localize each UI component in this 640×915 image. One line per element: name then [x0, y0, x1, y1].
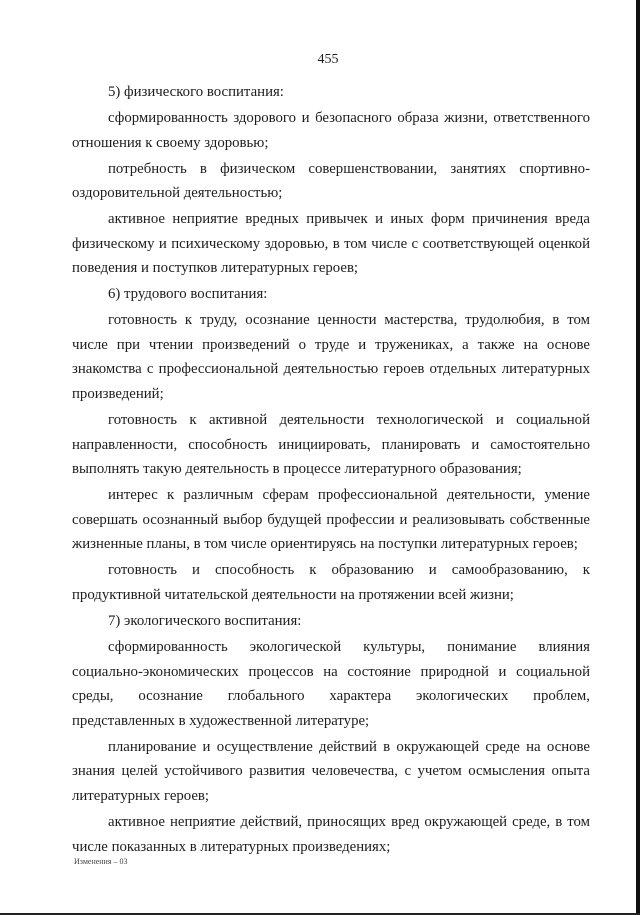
footer-revision-note: Изменения – 03 [74, 857, 128, 866]
paragraph: планирование и осуществление действий в окружающей среде на основе знания целей устойчивого развития человечества, с учетом осмысления опыта литературных героев; [72, 738, 590, 804]
paragraph: активное неприятие действий, приносящих вред окружающей среде, в том числе показанных в литературных произведениях; [72, 813, 590, 855]
page-number: 455 [317, 52, 339, 67]
paragraph: потребность в физическом совершенствовании, занятиях спортивно-оздоровительной деятельностью; [72, 160, 590, 202]
paragraph: готовность к активной деятельности технологической и социальной направленности, способность инициировать, планировать и самостоятельно выполнять такую деятельность в процессе литературного образования; [72, 412, 590, 478]
section-heading-labor: 6) трудового воспитания: [108, 286, 268, 303]
section-heading-physical: 5) физического воспитания: [108, 84, 284, 100]
paragraph: готовность к труду, осознание ценности мастерства, трудолюбия, в том числе при чтении произведений о труде и тружениках, а также на основе знакомства с профессиональной деятельностью героев отдельных литературных произведений; [72, 312, 590, 403]
paragraph: активное неприятие вредных привычек и иных форм причинения вреда физическому и психическому здоровью, в том числе с соответствующей оценкой поведения и поступков литературных героев; [72, 211, 590, 277]
paragraph: сформированность экологической культуры, понимание влияния социально-экономических процессов на состояние природной и социальной среды, осознание глобального характера экологических проблем, представленных в художественной литературе; [72, 638, 590, 729]
document-body [72, 80, 590, 860]
scan-edge-right [636, 0, 640, 915]
paragraph: готовность и способность к образованию и самообразованию, к продуктивной читательской деятельности на протяжении всей жизни; [72, 562, 590, 603]
paragraph: интерес к различным сферам профессиональной деятельности, умение совершать осознанный выбор будущей профессии и реализовывать собственные жизненные планы, в том числе ориентируясь на поступки литературных героев; [72, 487, 590, 553]
section-heading-ecological: 7) экологического воспитания: [108, 612, 302, 629]
paragraph: сформированность здорового и безопасного образа жизни, ответственного отношения к своему здоровью; [72, 109, 590, 151]
